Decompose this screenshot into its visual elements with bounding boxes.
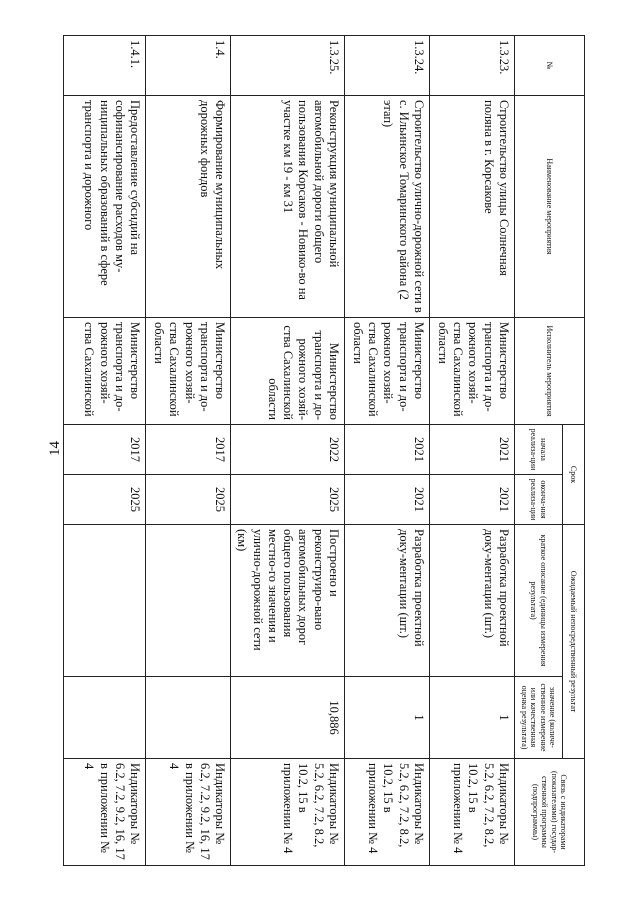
header-term: Срок (563, 425, 585, 525)
header-num: № (515, 36, 585, 96)
cell-start: 2021 (430, 425, 515, 475)
cell-num: 1.3.24. (345, 36, 430, 96)
cell-executor: Министерство транспорта и до-рожного хозяй-ства Сахалинской области (345, 318, 430, 425)
cell-result-desc: Разработка проектной доку-ментации (шт.) (430, 525, 515, 677)
cell-executor: Министерство транспорта и до-рожного хозяй-ства Сахалинской (64, 318, 146, 425)
header-result-desc: краткое описание (единицы измерения результата) (515, 525, 563, 677)
cell-executor: Министерство транспорта и до-рожного хозяй-ства Сахалинской области (430, 318, 515, 425)
cell-result-value: 10,886 (231, 677, 345, 759)
header-name: Наименование мероприятия (515, 96, 585, 318)
cell-indicators: Индикаторы № 5.2, 6.2, 7.2, 8.2, 10.2, 15 в приложении № 4 (231, 759, 345, 866)
cell-name: Строительство улицы Солнечная поляна в г. Корсакове (430, 96, 515, 318)
cell-end: 2025 (231, 475, 345, 525)
cell-start: 2017 (146, 425, 231, 475)
cell-executor: Министерство транспорта и до-рожного хозяй-ства Сахалинской области (231, 318, 345, 425)
cell-num: 1.3.23. (430, 36, 515, 96)
cell-end: 2025 (64, 475, 146, 525)
cell-start: 2017 (64, 425, 146, 475)
header-indicators: Связь с индикаторами (показателями) государ-ственной программы (подпрограммы) (515, 759, 585, 866)
table-row (231, 36, 345, 866)
cell-indicators: Индикаторы № 6.2, 7.2, 9.2, 16, 17 в приложении № 4 (64, 759, 146, 866)
cell-indicators: Индикаторы № 5.2, 6.2, 7.2, 8.2, 10.2, 15 в приложении № 4 (345, 759, 430, 866)
page-number: 14 (47, 441, 63, 456)
cell-name: Предоставление субсидий на софинансирование расходов му-ниципальных образований в сфере транспорта и дорожного (64, 96, 146, 318)
cell-result-desc: Построено и реконструиро-вано автомобильных дорог общего пользования местно-го значения и улично-дорожной сети (км) (231, 525, 345, 677)
table-row (146, 36, 231, 866)
header-result-value: значение (количе-ственное измерение или качественная оценка результата) (515, 677, 563, 759)
cell-start: 2021 (345, 425, 430, 475)
cell-num: 1.4.1. (64, 36, 146, 96)
cell-executor: Министерство транспорта и до-рожного хозяй-ства Сахалинской области (146, 318, 231, 425)
header-term-end: оконча-ния реализа-ции (515, 475, 563, 525)
cell-name: Реконструкция муниципальной автомобильной дороги общего пользования Корсаков - Новико-во на участке км 19 - км 31 (231, 96, 345, 318)
cell-result-value (64, 677, 146, 759)
table-row (430, 36, 515, 866)
cell-name: Формирование муниципальных дорожных фондов (146, 96, 231, 318)
table-row (345, 36, 430, 866)
cell-result-value: 1 (430, 677, 515, 759)
cell-result-desc (146, 525, 231, 677)
header-result: Ожидаемый непосредственный результат (563, 525, 585, 759)
cell-result-value: 1 (345, 677, 430, 759)
table-row (64, 36, 146, 866)
cell-num: 1.3.25. (231, 36, 345, 96)
cell-result-desc (64, 525, 146, 677)
cell-end: 2021 (345, 475, 430, 525)
measures-table (63, 35, 585, 866)
header-term-start: начала реализа-ции (515, 425, 563, 475)
cell-name: Строительство улично-дорожной сети в с. Ильинское Томаринского района (2 этап) (345, 96, 430, 318)
cell-result-desc: Разработка проектной доку-ментации (шт.) (345, 525, 430, 677)
cell-num: 1.4. (146, 36, 231, 96)
cell-indicators: Индикаторы № 5.2, 6.2, 7.2, 8.2, 10.2, 15 в приложении № 4 (430, 759, 515, 866)
cell-indicators: Индикаторы № 6.2, 7.2, 9.2, 16, 17 в приложении № 4 (146, 759, 231, 866)
cell-end: 2021 (430, 475, 515, 525)
rotated-table-container (82, 35, 585, 865)
header-executor: Исполнитель мероприятия (515, 318, 585, 425)
cell-end: 2025 (146, 475, 231, 525)
cell-result-value (146, 677, 231, 759)
cell-start: 2022 (231, 425, 345, 475)
